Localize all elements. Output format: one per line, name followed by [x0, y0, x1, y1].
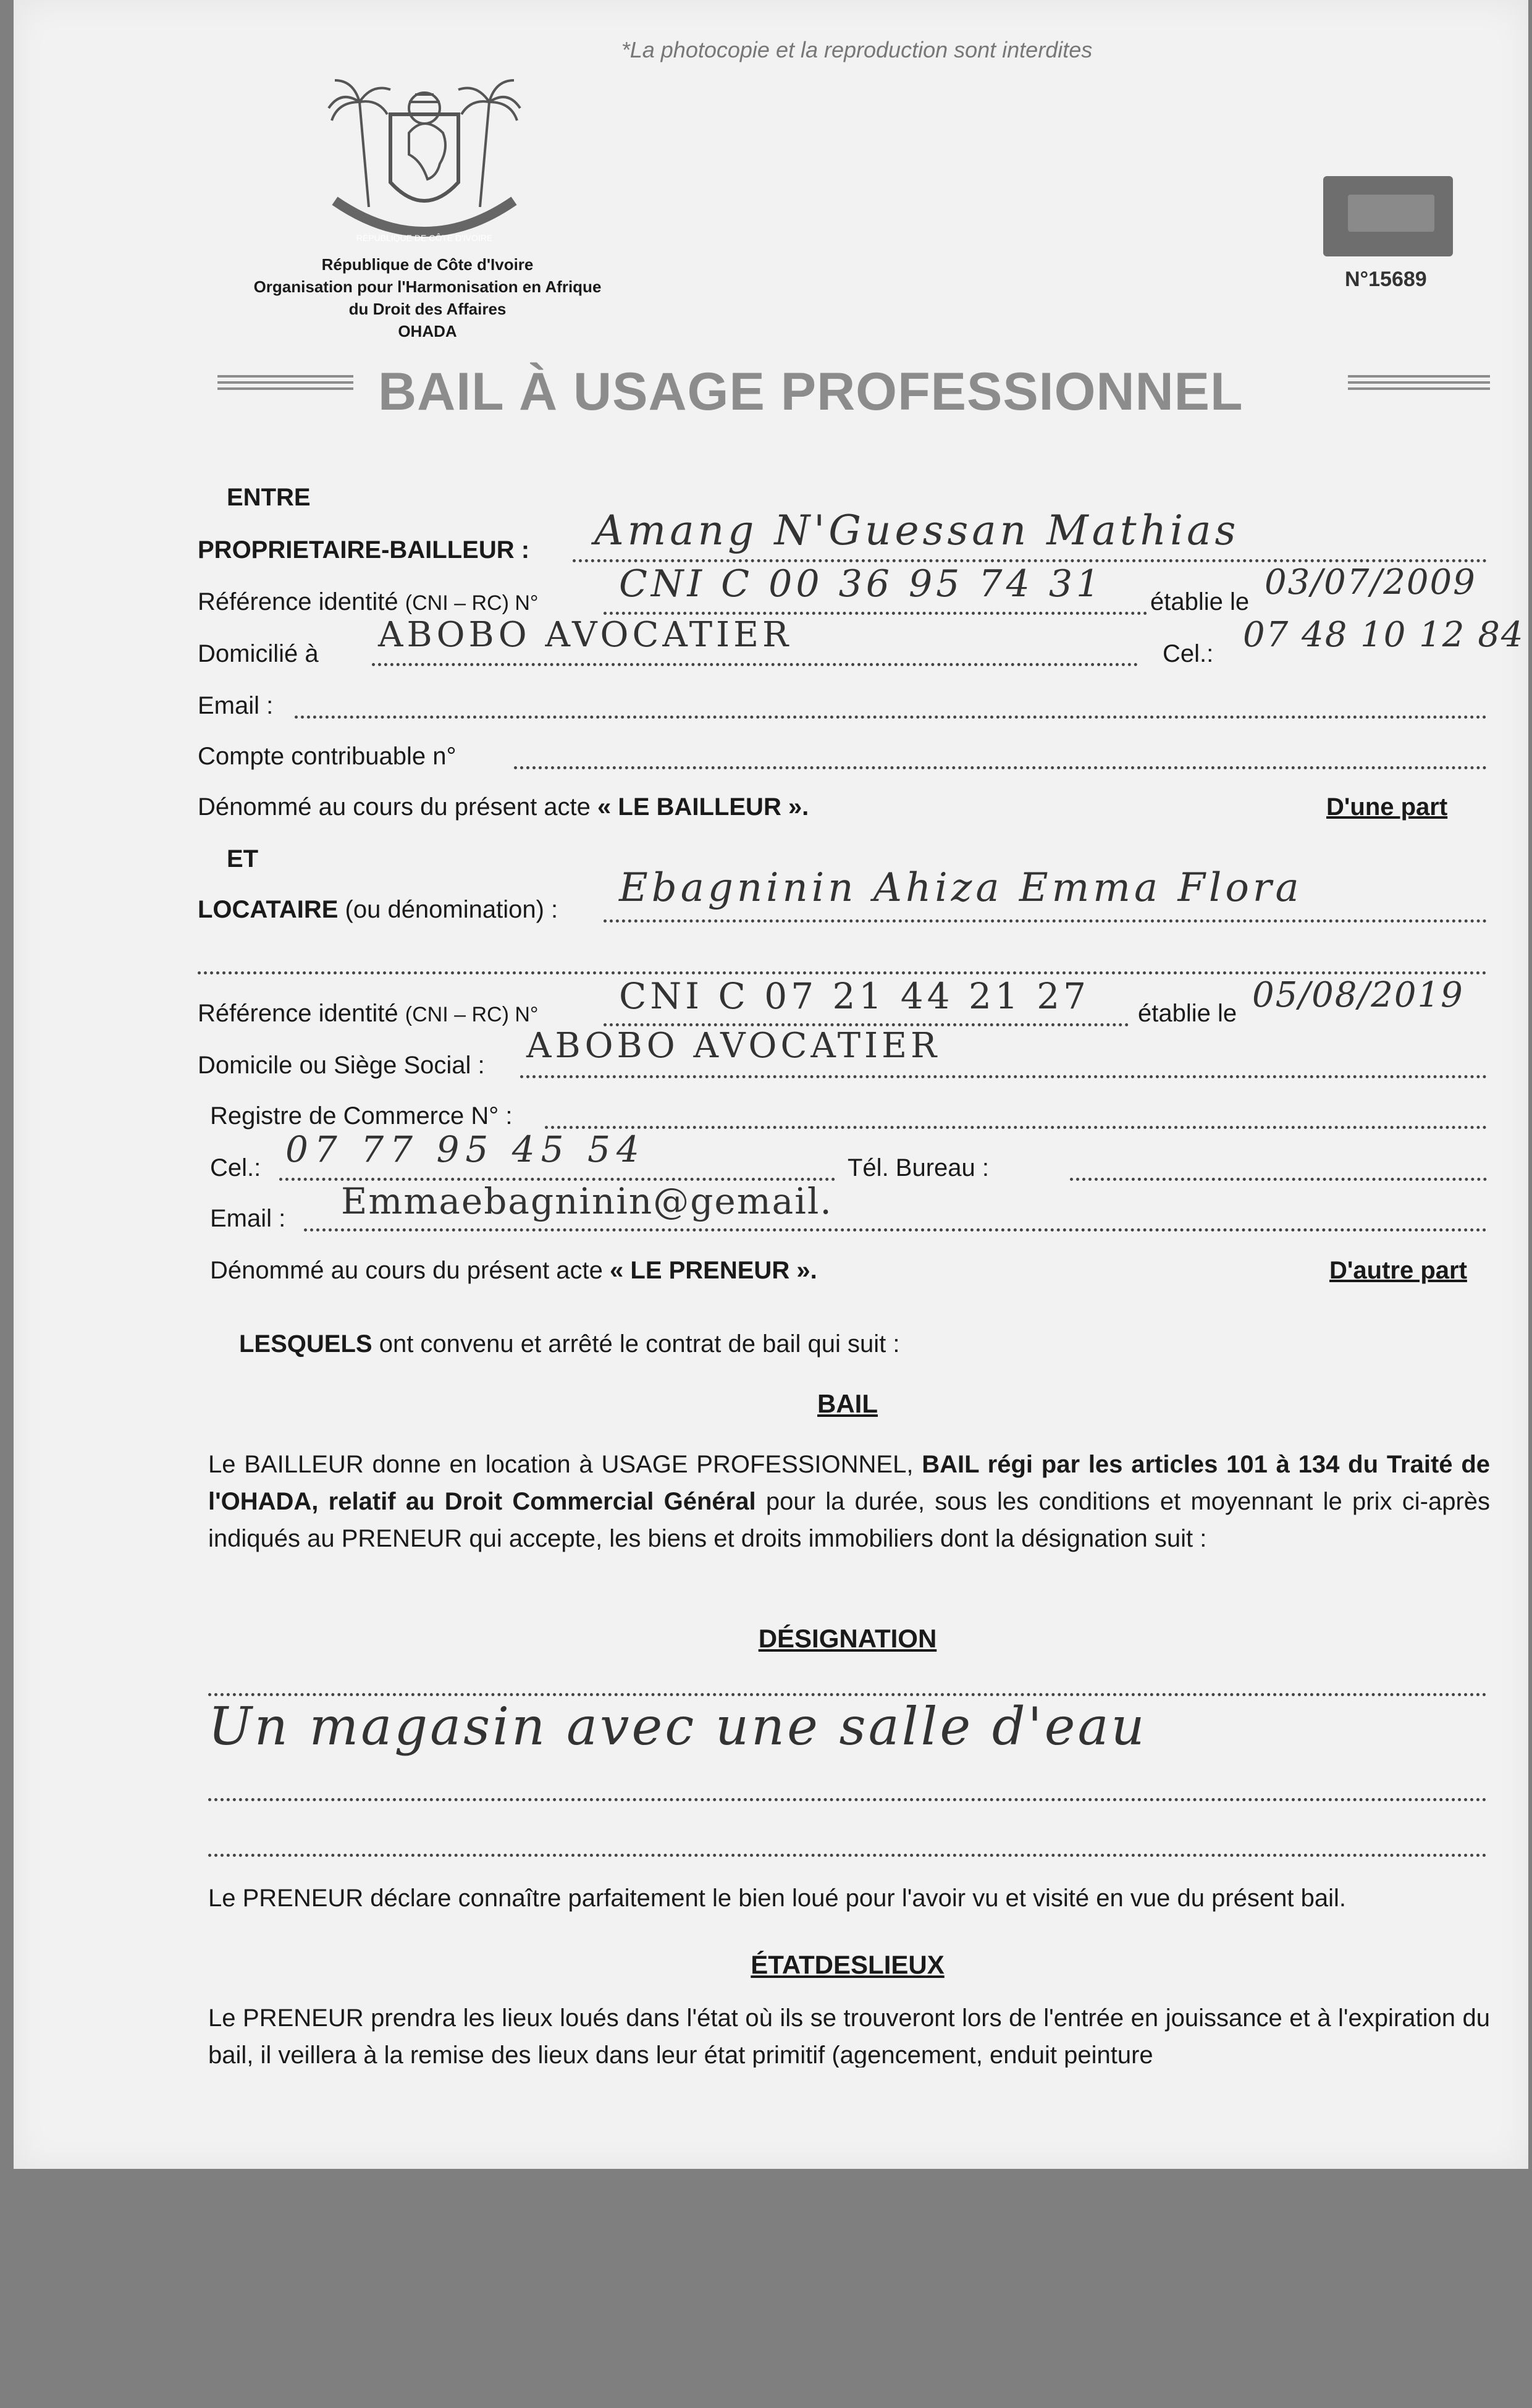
dune-part-label: D'une part [1326, 793, 1448, 821]
stamp-image [1323, 176, 1453, 256]
org-line: OHADA [398, 322, 457, 340]
title-bar [217, 361, 1496, 421]
designation-dotted-line-3 [208, 1854, 1487, 1857]
owner-domicile-dotted-line [372, 663, 1138, 666]
tenant-tel-label: Tél. Bureau : [848, 1154, 990, 1181]
tenant-seat-value: ABOBO AVOCATIER [526, 1026, 941, 1066]
owner-tax-dotted-line [514, 766, 1487, 769]
page-title: BAIL À USAGE PROFESSIONNEL [378, 362, 1244, 421]
tenant-label-line [198, 896, 558, 924]
tenant-email-label: Email : [210, 1205, 286, 1232]
entre-label: ENTRE [227, 484, 311, 511]
tenant-id-value: CNI C 07 21 44 21 27 [619, 975, 1090, 1017]
designation-heading: DÉSIGNATION [758, 1624, 937, 1653]
tenant-seat-dotted-line [520, 1075, 1487, 1078]
etat-heading: ÉTATDESLIEUX [751, 1950, 945, 1979]
bail-text-end: pour la durée, sous les conditions et moyennant le prix ci-après indiqués au PRENEUR qui accepte, les biens et droits immobiliers dont la désignation suit : [208, 1488, 1491, 1552]
owner-issued-value: 03/07/2009 [1265, 562, 1476, 602]
dautre-part-label: D'autre part [1329, 1257, 1467, 1284]
owner-domicile-label: Domicilié à [198, 640, 319, 667]
named-text: Dénommé au cours du présent acte [210, 1257, 603, 1284]
owner-issued-label: établie le [1150, 588, 1250, 615]
tenant-rc-label: Registre de Commerce N° : [210, 1102, 513, 1130]
owner-cel-label: Cel.: [1163, 640, 1214, 667]
named-bold: « LE PRENEUR ». [610, 1257, 817, 1284]
org-line: Organisation pour l'Harmonisation en Afrique [253, 277, 602, 296]
org-line: du Droit des Affaires [348, 300, 507, 318]
named-bold: « LE BAILLEUR ». [597, 793, 809, 821]
id-sub-text: (CNI – RC) N° [405, 591, 539, 615]
lesquels-text: ont convenu et arrêté le contrat de bail qui suit : [372, 1330, 900, 1358]
tenant-rc-dotted-line [545, 1126, 1487, 1129]
tenant-named-line [210, 1257, 817, 1285]
coat-of-arms-emblem [322, 77, 526, 256]
bail-heading: BAIL [817, 1389, 878, 1418]
tenant-tel-dotted-line [1070, 1178, 1487, 1181]
tenant-extra-dotted-line [198, 971, 1487, 974]
id-label-text: Référence identité [198, 588, 398, 615]
lesquels-bold: LESQUELS [239, 1330, 372, 1358]
owner-email-label: Email : [198, 692, 274, 719]
bail-text: Le BAILLEUR donne en location à USAGE PROFESSIONNEL, [208, 1451, 922, 1478]
organization-block [217, 253, 638, 342]
bail-paragraph [208, 1446, 1490, 1557]
tenant-sub-label: (ou dénomination) : [345, 896, 558, 923]
owner-id-value: CNI C 00 36 95 74 31 [619, 562, 1104, 606]
bail-articles-bold: BAIL régi par les articles 101 à 134 du Traité de l'OHADA, relatif au Droit Commercial Général [208, 1451, 1491, 1515]
named-text: Dénommé au cours du présent acte [198, 793, 591, 821]
tenant-issued-label: établie le [1138, 1000, 1237, 1027]
designation-dotted-line-2 [208, 1798, 1487, 1801]
copy-notice: *La photocopie et la reproduction sont interdites [621, 37, 1093, 62]
tenant-issued-value: 05/08/2019 [1252, 975, 1464, 1015]
title-rule-left [217, 375, 353, 400]
owner-domicile-value: ABOBO AVOCATIER [378, 615, 793, 655]
tenant-cel-label: Cel.: [210, 1154, 261, 1181]
owner-label: PROPRIETAIRE-BAILLEUR : [198, 536, 530, 564]
tenant-seat-label: Domicile ou Siège Social : [198, 1052, 485, 1079]
tenant-dotted-line [604, 919, 1487, 923]
tenant-label: LOCATAIRE [198, 896, 339, 923]
tenant-value: Ebagninin Ahiza Emma Flora [619, 865, 1303, 911]
owner-tax-label: Compte contribuable n° [198, 743, 457, 770]
et-label: ET [227, 845, 259, 872]
tenant-cel-value: 07 77 95 45 54 [285, 1128, 646, 1170]
document-sheet [14, 0, 1528, 2169]
owner-id-label [198, 588, 539, 616]
etat-paragraph: Le PRENEUR prendra les lieux loués dans l'état où ils se trouveront lors de l'entrée en jouissance et à l'expiration du bail, il veillera à la remise des lieux dans leur état primitif (agencement, enduit peinture [208, 2005, 1490, 2068]
serial-number: N°15689 [1345, 268, 1427, 291]
emblem-motto: RÉPUBLIQUE DE CÔTE D'IVOIRE [356, 233, 493, 243]
owner-value: Amang N'Guessan Mathias [594, 507, 1240, 554]
title-rule-right [1348, 375, 1490, 400]
id-sub-text: (CNI – RC) N° [405, 1003, 539, 1026]
owner-email-dotted-line [295, 716, 1487, 719]
org-line: République de Côte d'Ivoire [321, 255, 534, 274]
owner-named-line [198, 793, 809, 821]
tenant-id-label [198, 1000, 539, 1028]
lesquels-line [239, 1330, 899, 1358]
tenant-email-dotted-line [304, 1228, 1487, 1231]
preneur-declare-text: Le PRENEUR déclare connaître parfaitement le bien loué pour l'avoir vu et visité en vue du présent bail. [208, 1885, 1346, 1912]
owner-cel-value: 07 48 10 12 84 [1243, 615, 1525, 655]
id-label-text: Référence identité [198, 1000, 398, 1027]
tenant-email-value: Emmaebagninin@gemail. [341, 1180, 833, 1222]
serial-stamp [1311, 176, 1459, 300]
designation-value: Un magasin avec une salle d'eau [208, 1696, 1147, 1757]
